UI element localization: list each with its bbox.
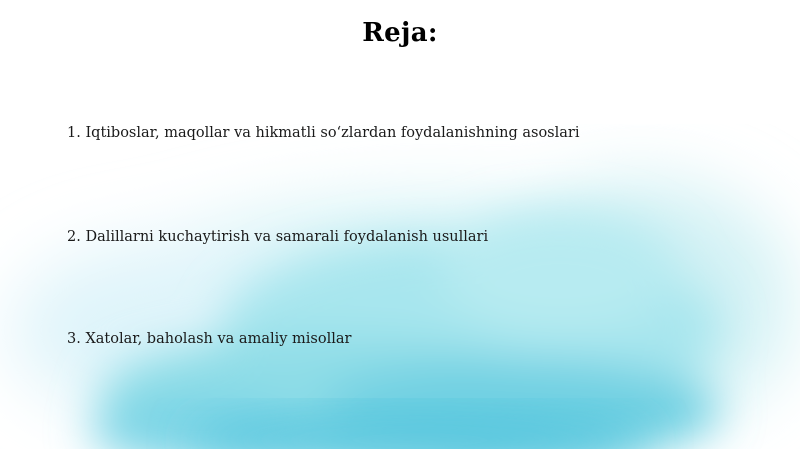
plan-item-1: 1. Iqtiboslar, maqollar va hikmatli so‘zlardan foydalanishning asoslari (67, 125, 580, 141)
plan-item-3: 3. Xatolar, baholash va amaliy misollar (67, 331, 352, 347)
slide-title: Reja: (362, 18, 438, 48)
plan-item-2: 2. Dalillarni kuchaytirish va samarali foydalanish usullari (67, 229, 489, 245)
